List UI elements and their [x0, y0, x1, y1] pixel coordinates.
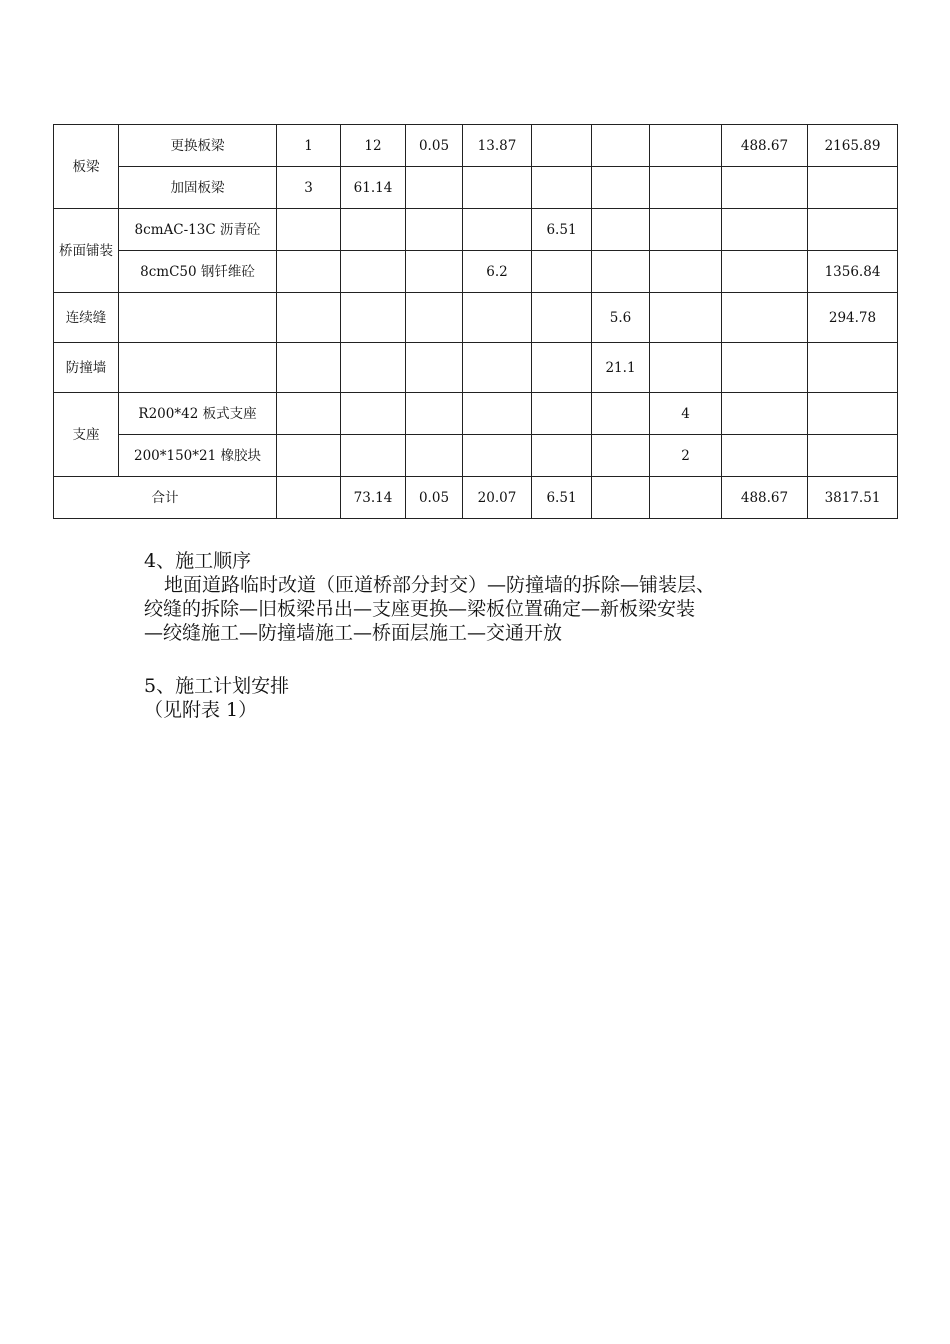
value-cell	[532, 167, 592, 209]
value-cell: 12	[341, 125, 406, 167]
value-cell	[277, 477, 341, 519]
value-cell: 488.67	[722, 477, 808, 519]
value-cell	[650, 477, 722, 519]
value-cell	[650, 167, 722, 209]
table-row	[54, 209, 898, 251]
value-cell	[808, 435, 898, 477]
total-label: 合计	[54, 477, 277, 519]
table-row	[54, 343, 898, 393]
construction-sequence-section	[144, 549, 715, 645]
value-cell	[650, 343, 722, 393]
value-cell	[341, 293, 406, 343]
item-cell	[119, 293, 277, 343]
value-cell	[532, 393, 592, 435]
value-cell	[406, 435, 463, 477]
item-cell: 200*150*21 橡胶块	[119, 435, 277, 477]
section-note: （见附表 1）	[144, 699, 258, 721]
value-cell	[341, 435, 406, 477]
value-cell	[277, 293, 341, 343]
value-cell	[277, 251, 341, 293]
value-cell: 21.1	[592, 343, 650, 393]
value-cell: 294.78	[808, 293, 898, 343]
value-cell	[406, 209, 463, 251]
value-cell	[722, 293, 808, 343]
value-cell	[808, 167, 898, 209]
table-row	[54, 125, 898, 167]
value-cell	[808, 343, 898, 393]
value-cell	[592, 435, 650, 477]
table-row	[54, 251, 898, 293]
value-cell: 1356.84	[808, 251, 898, 293]
value-cell	[406, 167, 463, 209]
paragraph-line: —绞缝施工—防撞墙施工—桥面层施工—交通开放	[144, 622, 563, 644]
value-cell	[592, 477, 650, 519]
value-cell	[808, 393, 898, 435]
value-cell: 1	[277, 125, 341, 167]
value-cell	[406, 343, 463, 393]
value-cell: 13.87	[463, 125, 532, 167]
value-cell	[592, 209, 650, 251]
value-cell	[277, 393, 341, 435]
table-row	[54, 393, 898, 435]
value-cell	[532, 435, 592, 477]
table-row	[54, 167, 898, 209]
value-cell	[277, 343, 341, 393]
value-cell: 4	[650, 393, 722, 435]
value-cell	[532, 343, 592, 393]
value-cell	[808, 209, 898, 251]
value-cell: 2	[650, 435, 722, 477]
value-cell	[722, 393, 808, 435]
value-cell	[532, 251, 592, 293]
value-cell	[406, 251, 463, 293]
item-cell: 8cmAC-13C 沥青砼	[119, 209, 277, 251]
item-cell: 8cmC50 钢钎维砼	[119, 251, 277, 293]
category-cell: 桥面铺装	[54, 209, 119, 293]
value-cell	[463, 167, 532, 209]
value-cell: 6.51	[532, 209, 592, 251]
value-cell	[463, 293, 532, 343]
value-cell	[277, 209, 341, 251]
value-cell	[592, 167, 650, 209]
paragraph-line: 地面道路临时改道（匝道桥部分封交）—防撞墙的拆除—铺装层、	[164, 574, 716, 596]
value-cell	[532, 293, 592, 343]
value-cell	[722, 167, 808, 209]
construction-plan-section	[144, 674, 289, 722]
value-cell	[592, 251, 650, 293]
value-cell	[463, 393, 532, 435]
value-cell: 73.14	[341, 477, 406, 519]
value-cell: 0.05	[406, 477, 463, 519]
value-cell	[532, 125, 592, 167]
category-cell: 防撞墙	[54, 343, 119, 393]
item-cell: 加固板梁	[119, 167, 277, 209]
section-heading: 4、施工顺序	[144, 550, 252, 572]
value-cell	[650, 293, 722, 343]
value-cell	[650, 125, 722, 167]
category-cell: 支座	[54, 393, 119, 477]
value-cell	[341, 393, 406, 435]
table-row	[54, 293, 898, 343]
section-heading: 5、施工计划安排	[144, 675, 290, 697]
value-cell	[463, 343, 532, 393]
value-cell: 2165.89	[808, 125, 898, 167]
value-cell: 0.05	[406, 125, 463, 167]
category-cell: 连续缝	[54, 293, 119, 343]
value-cell	[277, 435, 341, 477]
value-cell	[722, 209, 808, 251]
item-cell: 更换板梁	[119, 125, 277, 167]
value-cell	[463, 209, 532, 251]
value-cell: 6.2	[463, 251, 532, 293]
value-cell	[341, 209, 406, 251]
value-cell: 6.51	[532, 477, 592, 519]
value-cell: 5.6	[592, 293, 650, 343]
value-cell: 3	[277, 167, 341, 209]
category-cell: 板梁	[54, 125, 119, 209]
value-cell	[722, 435, 808, 477]
value-cell	[406, 393, 463, 435]
paragraph-line: 绞缝的拆除—旧板梁吊出—支座更换—梁板位置确定—新板梁安装	[144, 598, 696, 620]
value-cell	[592, 393, 650, 435]
value-cell: 20.07	[463, 477, 532, 519]
value-cell	[406, 293, 463, 343]
quantity-table	[53, 124, 898, 519]
item-cell: R200*42 板式支座	[119, 393, 277, 435]
value-cell	[650, 251, 722, 293]
value-cell: 3817.51	[808, 477, 898, 519]
value-cell	[722, 343, 808, 393]
value-cell	[463, 435, 532, 477]
total-row	[54, 477, 898, 519]
value-cell: 488.67	[722, 125, 808, 167]
value-cell	[722, 251, 808, 293]
value-cell	[592, 125, 650, 167]
table-row	[54, 435, 898, 477]
value-cell	[341, 251, 406, 293]
value-cell: 61.14	[341, 167, 406, 209]
value-cell	[341, 343, 406, 393]
item-cell	[119, 343, 277, 393]
value-cell	[650, 209, 722, 251]
